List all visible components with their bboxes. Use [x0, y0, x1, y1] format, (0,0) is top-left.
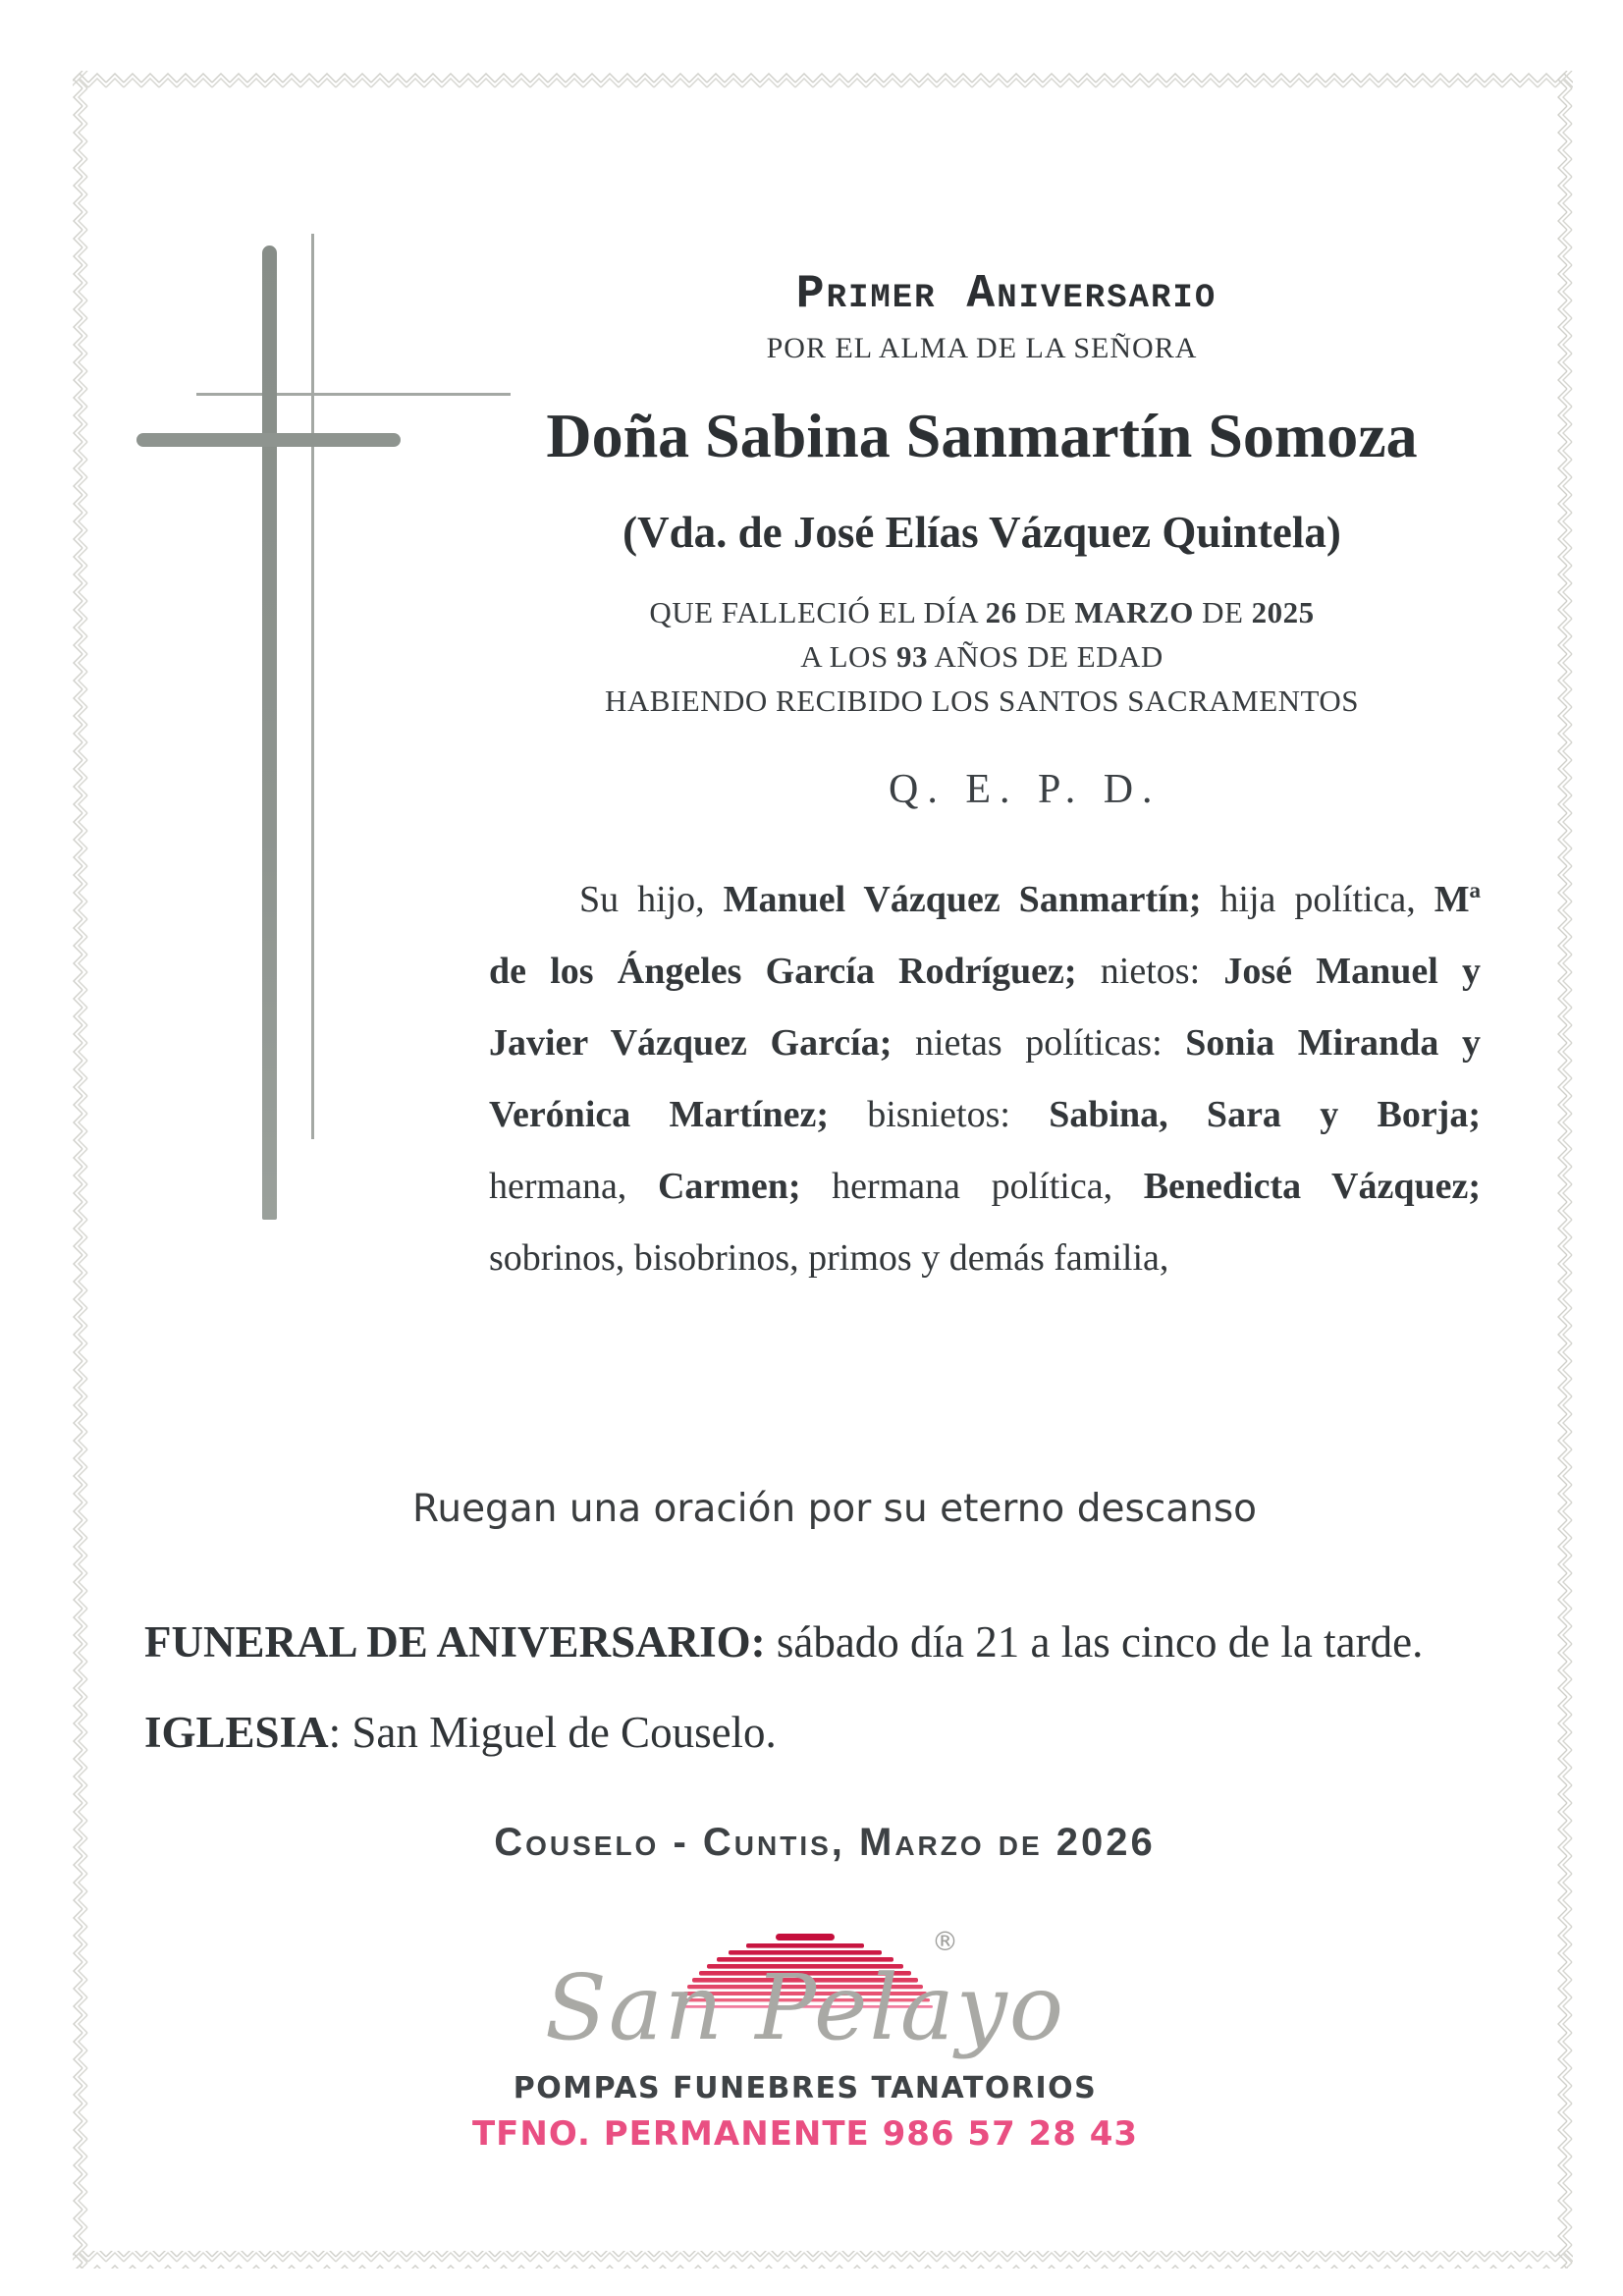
cross-vertical-bar [262, 246, 277, 1220]
family-line: Su hijo, Manuel Vázquez Sanmartín; hija política, Mª [579, 879, 1481, 920]
family-line: Verónica Martínez; bisnietos: Sabina, Sara y Borja; [489, 1094, 1481, 1135]
sacraments-line: HABIENDO RECIBIDO LOS SANTOS SACRAMENTOS [604, 683, 1360, 718]
phone-line: TFNO. PERMANENTE 986 57 28 43 [471, 2114, 1139, 2155]
cross-thin-horizontal-line [196, 393, 511, 396]
place-date-line: Couselo - Cuntis, Marzo de 2026 [494, 1821, 1156, 1864]
family-paragraph [489, 864, 1481, 1294]
deceased-name: Doña Sabina Sanmartín Somoza [546, 401, 1418, 470]
family-line: Javier Vázquez García; nietas políticas: Sonia Miranda y [489, 1022, 1481, 1064]
prayer-line: Ruegan una oración por su eterno descanso [412, 1487, 1257, 1531]
death-date-line: QUE FALLECIÓ EL DÍA 26 DE MARZO DE 2025 [649, 595, 1315, 629]
registered-trademark-icon: ® [932, 1927, 958, 1957]
church-info-line: IGLESIA: San Miguel de Couselo. [144, 1708, 777, 1757]
family-line: sobrinos, bisobrinos, primos y demás familia, [489, 1237, 1169, 1279]
age-line: A LOS 93 AÑOS DE EDAD [800, 639, 1163, 674]
page-title: Primer Aniversario [795, 268, 1217, 321]
funeral-info-line: FUNERAL DE ANIVERSARIO: sábado día 21 a las cinco de la tarde. [144, 1617, 1424, 1667]
brand-name: San Pelayo [544, 1955, 1066, 2060]
cross-thin-vertical-line [311, 234, 314, 1139]
family-line: hermana, Carmen; hermana política, Benedicta Vázquez; [489, 1166, 1482, 1207]
qepd-abbreviation: Q. E. P. D. [889, 767, 1162, 812]
funeral-home-footer [0, 1927, 1610, 2155]
widow-note: (Vda. de José Elías Vázquez Quintela) [622, 508, 1341, 557]
family-line: de los Ángeles García Rodríguez; nietos: José Manuel y [489, 951, 1482, 992]
dedication-line: POR EL ALMA DE LA SEÑORA [766, 332, 1198, 364]
brand-tagline: POMPAS FUNEBRES TANATORIOS [513, 2071, 1098, 2106]
cross-horizontal-bar [136, 433, 401, 447]
